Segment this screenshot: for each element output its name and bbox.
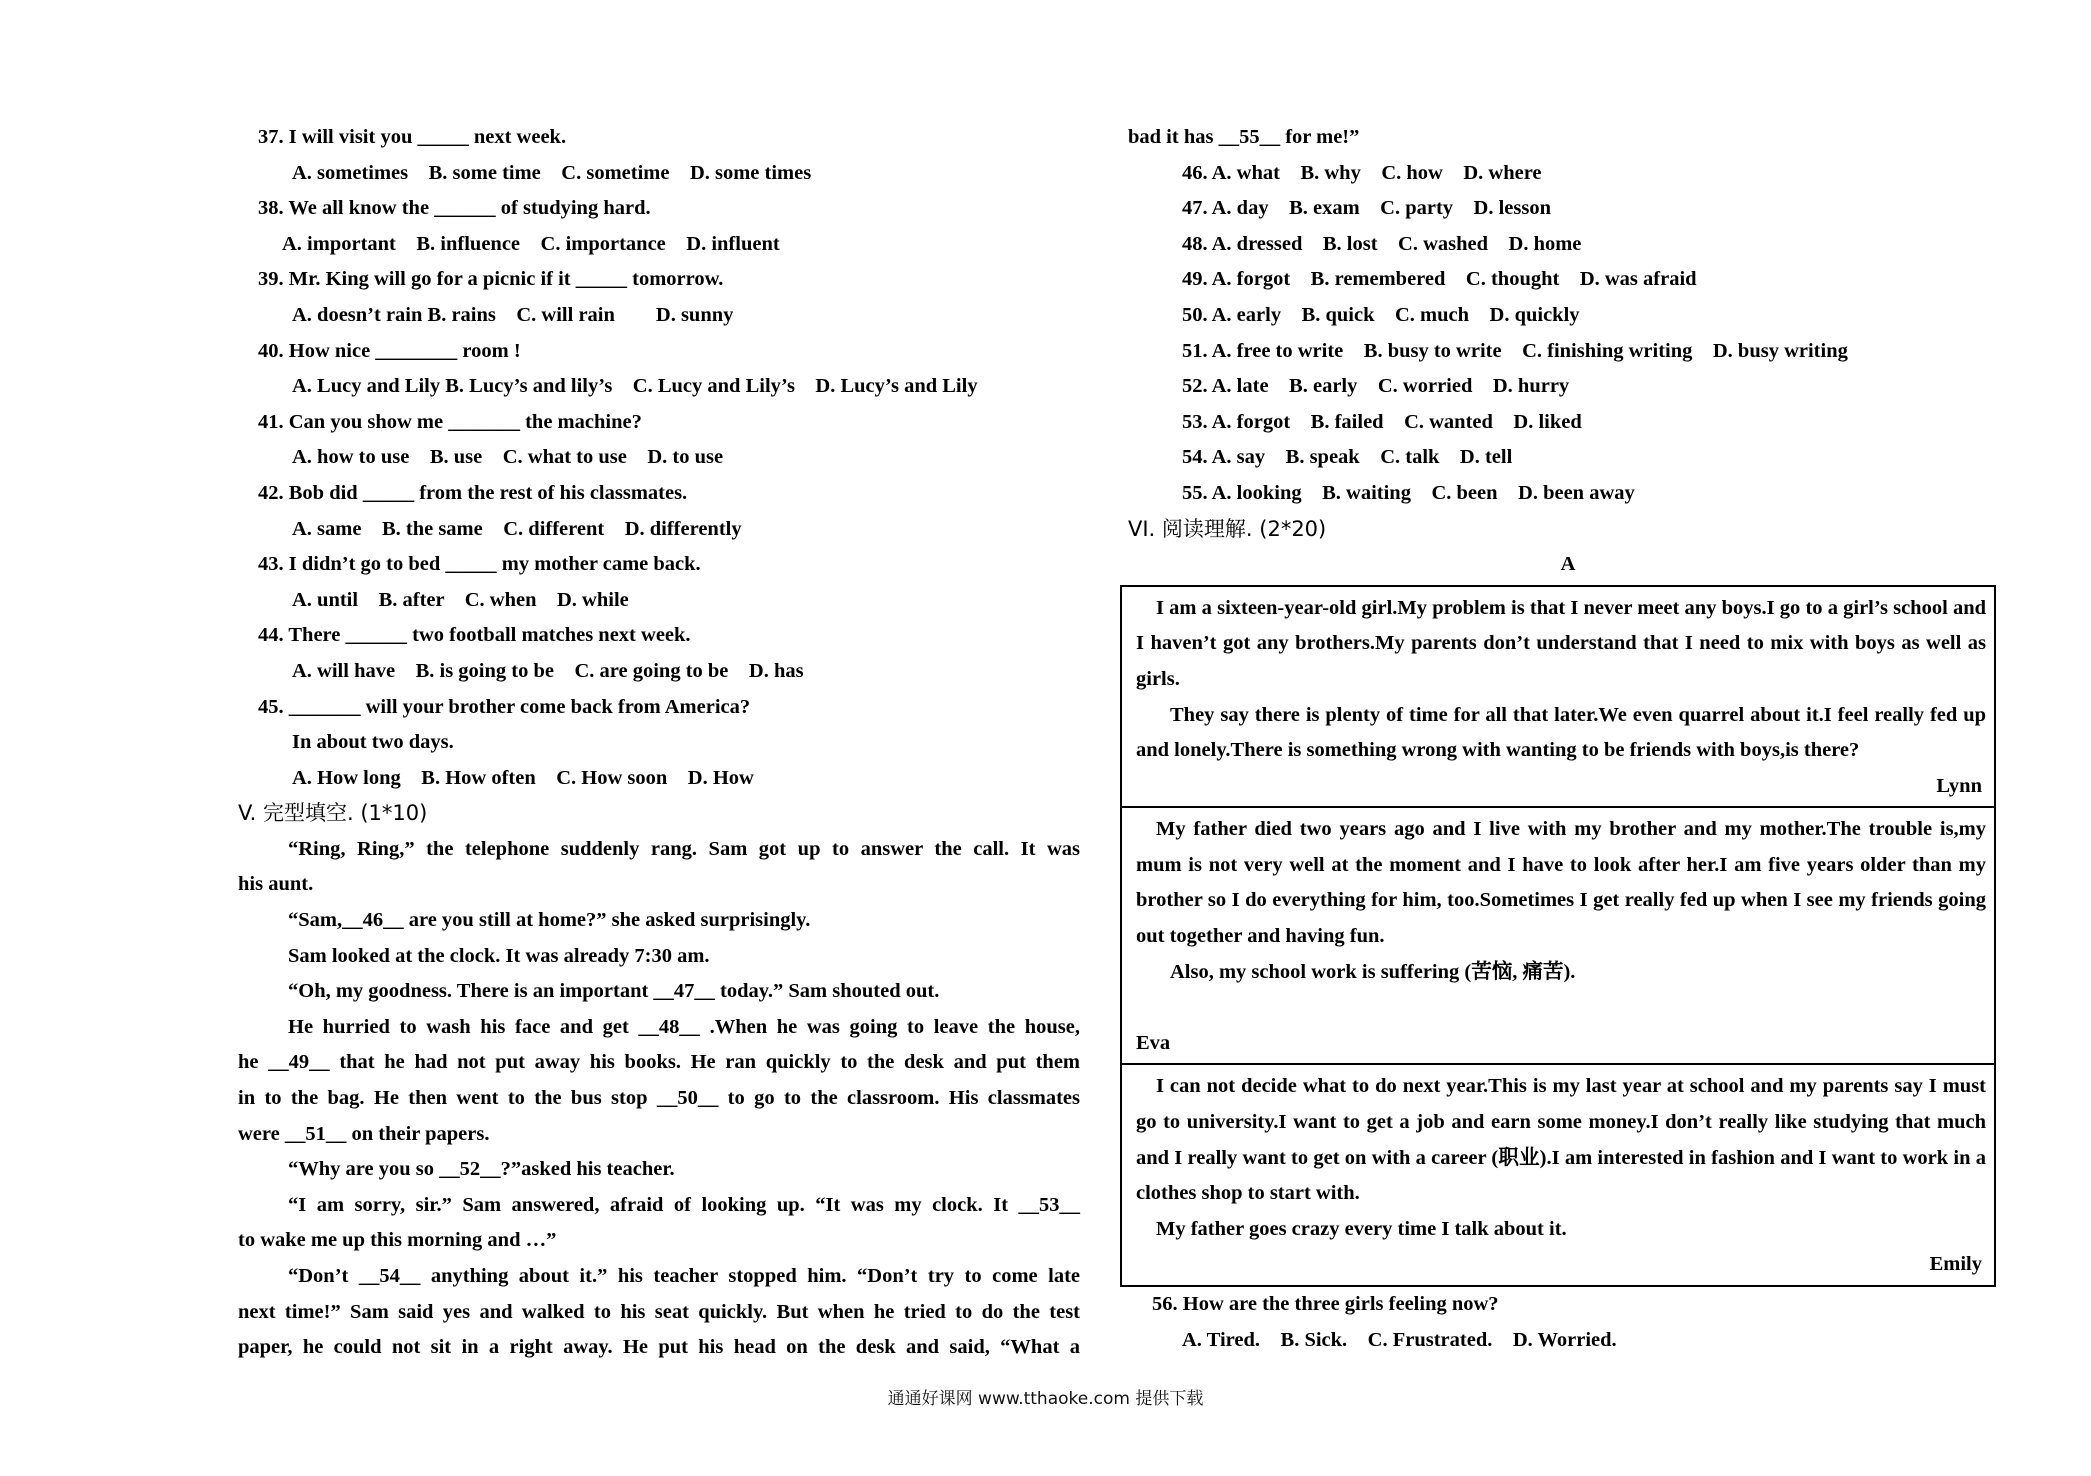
- question-56: 56. How are the three girls feeling now?: [1152, 1293, 1499, 1315]
- letter-lynn: [1122, 587, 1994, 807]
- cloze-line-1: “Ring, Ring,” the telephone suddenly rang. Sam got up to answer the call. It was: [288, 837, 1080, 860]
- question-44-options: A. will have B. is going to be C. are going to be D. has: [292, 659, 804, 682]
- question-41-options: A. how to use B. use C. what to use D. to use: [292, 446, 724, 469]
- letter-lynn-para-2: They say there is plenty of time for all that later.We even quarrel about it.I feel really fed up and lonely.There is something wrong with wanting to be friends with boys,is there?: [1136, 703, 1986, 762]
- letter-lynn-signature: Lynn: [1936, 774, 1982, 797]
- cloze-line-2: his aunt.: [238, 873, 314, 896]
- cloze-options-48: 48. A. dressed B. lost C. washed D. home: [1182, 232, 1582, 255]
- section-5-title: V. 完型填空. (1*10): [238, 801, 428, 826]
- page-footer: 通通好课网 www.tthaoke.com 提供下载: [887, 1389, 1204, 1409]
- cloze-options-52: 52. A. late B. early C. worried D. hurry: [1182, 375, 1570, 398]
- question-42-options: A. same B. the same C. different D. differently: [292, 517, 742, 540]
- question-43: 43. I didn’t go to bed _____ my mother came back.: [258, 553, 701, 576]
- section-6-title: VI. 阅读理解. (2*20): [1128, 516, 1327, 541]
- question-38: 38. We all know the ______ of studying hard.: [258, 197, 651, 220]
- question-39: 39. Mr. King will go for a picnic if it _____ tomorrow.: [258, 268, 724, 291]
- cloze-line-15: paper, he could not sit in a right away. He put his head on the desk and said, “What a: [238, 1336, 1080, 1359]
- cloze-options-55: 55. A. looking B. waiting C. been D. been away: [1182, 481, 1635, 504]
- question-56-options: A. Tired. B. Sick. C. Frustrated. D. Worried.: [1182, 1328, 1617, 1351]
- question-45-options: A. How long B. How often C. How soon D. How: [292, 766, 754, 789]
- cloze-line-9: were __51__ on their papers.: [238, 1122, 490, 1145]
- reading-passage-box: [1120, 585, 1996, 1287]
- letter-eva-para-1: My father died two years ago and I live with my brother and my mother.The trouble is,my mum is not very well at the moment and I have to look after her.I am five years older than my brother so I do everything for him, too.Sometimes I get really fed up when I see my friends going out together and having fun.: [1136, 818, 1986, 948]
- cloze-line-7: he __49__ that he had not put away his books. He ran quickly to the desk and put them: [238, 1051, 1080, 1074]
- cloze-line-5: “Oh, my goodness. There is an important __47__ today.” Sam shouted out.: [288, 980, 940, 1003]
- question-39-options: A. doesn’t rain B. rains C. will rain D. sunny: [292, 303, 734, 326]
- cloze-options-46: 46. A. what B. why C. how D. where: [1182, 161, 1542, 184]
- cloze-options-50: 50. A. early B. quick C. much D. quickly: [1182, 303, 1580, 326]
- passage-label: A: [1560, 553, 1576, 576]
- cloze-options-51: 51. A. free to write B. busy to write C. finishing writing D. busy writing: [1182, 339, 1848, 362]
- question-42: 42. Bob did _____ from the rest of his classmates.: [258, 481, 688, 504]
- question-45: 45. _______ will your brother come back from America?: [258, 695, 751, 718]
- cloze-options-49: 49. A. forgot B. remembered C. thought D. was afraid: [1182, 268, 1697, 291]
- cloze-line-13: “Don’t __54__ anything about it.” his teacher stopped him. “Don’t try to come late: [288, 1265, 1080, 1287]
- cloze-line-8: in to the bag. He then went to the bus stop __50__ to go to the classroom. His classmates: [238, 1087, 1080, 1110]
- cloze-options-53: 53. A. forgot B. failed C. wanted D. liked: [1182, 410, 1582, 433]
- letter-eva-para-2: Also, my school work is suffering (苦恼, 痛苦).: [1170, 960, 1576, 983]
- question-37-options: A. sometimes B. some time C. sometime D. some times: [292, 161, 812, 184]
- question-40: 40. How nice ________ room !: [258, 339, 521, 362]
- letter-emily: [1122, 1063, 1994, 1285]
- cloze-line-14: next time!” Sam said yes and walked to his seat quickly. But when he tried to do the test: [238, 1300, 1080, 1323]
- letter-eva-spacer: [1136, 990, 1986, 1026]
- question-37: 37. I will visit you _____ next week.: [258, 126, 567, 148]
- letter-eva-signature: Eva: [1136, 1031, 1171, 1054]
- letter-emily-signature: Emily: [1929, 1253, 1982, 1276]
- cloze-line-12: to wake me up this morning and …”: [238, 1229, 557, 1252]
- question-45-answer-line: In about two days.: [292, 731, 454, 754]
- cloze-options-54: 54. A. say B. speak C. talk D. tell: [1182, 446, 1513, 469]
- left-column: [238, 120, 1080, 1366]
- cloze-line-11: “I am sorry, sir.” Sam answered, afraid of looking up. “It was my clock. It __53__: [288, 1193, 1080, 1216]
- question-43-options: A. until B. after C. when D. while: [292, 588, 629, 611]
- question-44: 44. There ______ two football matches next week.: [258, 624, 691, 647]
- cloze-options-47: 47. A. day B. exam C. party D. lesson: [1182, 197, 1552, 220]
- letter-lynn-para-1: I am a sixteen-year-old girl.My problem is that I never meet any boys.I go to a girl’s school and I haven’t got any brothers.My parents don’t understand that I need to mix with boys as well as girls.: [1136, 596, 1986, 690]
- letter-emily-para-2: My father goes crazy every time I talk about it.: [1156, 1217, 1567, 1240]
- question-38-options: A. important B. influence C. importance D. influent: [282, 232, 780, 255]
- cloze-continuation: bad it has __55__ for me!”: [1128, 126, 1360, 148]
- right-column: [1128, 120, 2008, 1358]
- question-41: 41. Can you show me _______ the machine?: [258, 410, 642, 433]
- letter-emily-para-1: I can not decide what to do next year.This is my last year at school and my parents say I must go to university.I want to get a job and earn some money.I don’t really like studying that much and I really want to get on with a career (职业).I am interested in fashion and I want to work in a clothes shop to start with.: [1136, 1075, 1986, 1205]
- letter-eva: [1122, 806, 1994, 1063]
- cloze-line-10: “Why are you so __52__?”asked his teacher.: [288, 1158, 675, 1181]
- cloze-line-3: “Sam,__46__ are you still at home?” she asked surprisingly.: [288, 909, 811, 932]
- cloze-line-6: He hurried to wash his face and get __48__ .When he was going to leave the house,: [288, 1015, 1080, 1038]
- cloze-line-4: Sam looked at the clock. It was already 7:30 am.: [288, 944, 710, 967]
- question-40-options: A. Lucy and Lily B. Lucy’s and lily’s C. Lucy and Lily’s D. Lucy’s and Lily: [292, 375, 978, 398]
